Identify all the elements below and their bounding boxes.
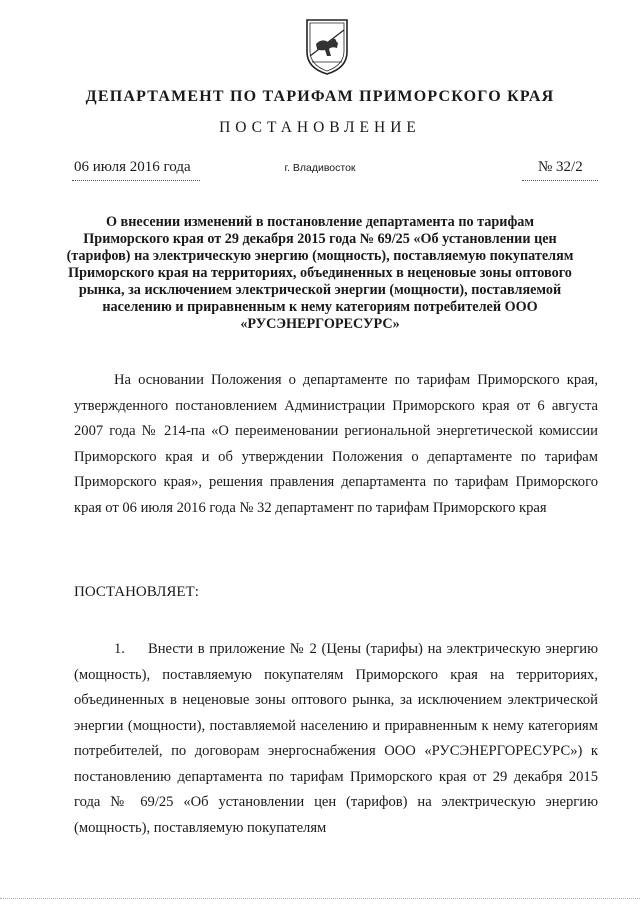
item-1-number: 1. — [114, 641, 125, 657]
department-title: ДЕПАРТАМЕНТ ПО ТАРИФАМ ПРИМОРСКОГО КРАЯ — [85, 88, 555, 105]
document-city: г. Владивосток — [284, 162, 356, 174]
document-type: ПОСТАНОВЛЕНИЕ — [219, 119, 421, 136]
preamble-paragraph: На основании Положения о департаменте по тарифам Приморского края, утвержденного постановлением Администрации Приморского края от 6 августа 2007 года № 214-па «О переименовании региональной энергетической комиссии Приморского края и об утверждении Положения о департаменте по тарифам Приморского края», решения правления департамента по тарифам Приморского края от 06 июля 2016 года № 32 департамент по тарифам Приморского края — [74, 372, 598, 516]
date-underline — [72, 180, 200, 181]
document-date: 06 июля 2016 года — [74, 159, 191, 175]
item-1-paragraph — [74, 637, 598, 841]
number-underline — [522, 180, 598, 181]
page-edge-line — [0, 898, 640, 899]
document-subject: О внесении изменений в постановление департамента по тарифам Приморского края от 29 декабря 2015 года № 69/25 «Об установлении цен (тарифов) на электрическую энергию (мощность), поставляемую покупателям Приморского края на территориях, объединенных в неценовые зоны оптового рынка, за исключением электрической энергии (мощности), поставляемой населению и приравненным к нему категориям потребителей ООО «РУСЭНЕРГОРЕСУРС» — [66, 214, 574, 332]
document-number: № 32/2 — [538, 159, 583, 175]
coat-of-arms-icon — [304, 16, 350, 78]
item-1-text: Внести в приложение № 2 (Цены (тарифы) на электрическую энергию (мощность), поставляемую покупателям Приморского края на территориях, объединенных в неценовые зоны оптового рынка, за исключением электрической энергии (мощности), поставляемой населению и приравненным к нему категориям потребителей, по договорам энергоснабжения ООО «РУСЭНЕРГОРЕСУРС») к постановлению департамента по тарифам Приморского края от 29 декабря 2015 года № 69/25 «Об установлении цен (тарифов) на электрическую энергию (мощность), поставляемую покупателям — [74, 641, 598, 836]
resolves-heading: ПОСТАНОВЛЯЕТ: — [74, 584, 199, 600]
